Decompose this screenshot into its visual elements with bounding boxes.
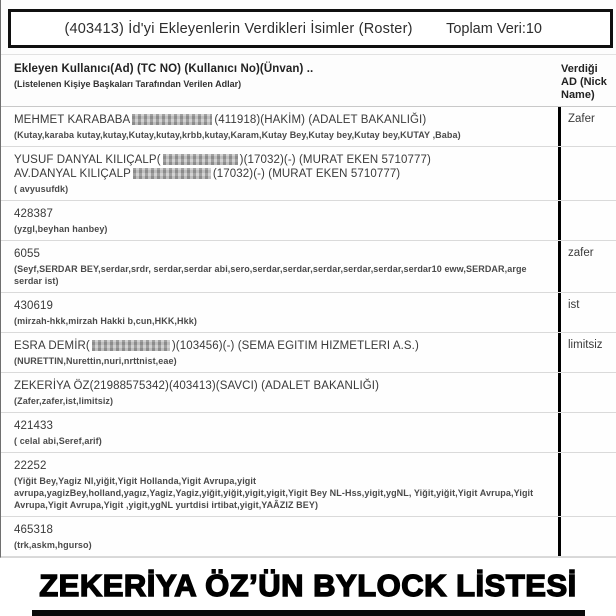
row-main-cell xyxy=(1,293,558,332)
row-text: (411918)(HAKİM) (ADALET BAKANLIĞI) xyxy=(214,114,427,126)
row-text: AV.DANYAL KILIÇALP xyxy=(14,168,131,180)
roster-title: (403413) İd'yi Ekleyenlerin Verdikleri İsimler (Roster) xyxy=(64,20,413,37)
row-nick-cell xyxy=(558,201,616,240)
redacted-text xyxy=(133,168,211,179)
redacted-text xyxy=(132,114,212,125)
table-row xyxy=(1,333,616,373)
spacer-nick-cell xyxy=(558,557,616,558)
row-main-line xyxy=(14,379,550,393)
row-nick-cell xyxy=(558,517,616,556)
row-aliases: ( avyusufdk) xyxy=(14,184,69,194)
footer-black-bar xyxy=(32,610,585,616)
row-aliases: (Zafer,zafer,ist,limitsiz) xyxy=(14,396,114,406)
row-nick-cell: limitsiz xyxy=(558,333,616,372)
row-nick-cell: Zafer xyxy=(558,107,616,146)
redacted-text xyxy=(163,154,238,165)
row-text: (17032)(-) (MURAT EKEN 5710777) xyxy=(212,168,401,180)
row-nick-cell xyxy=(558,147,616,200)
row-aliases: ( celal abi,Seref,arif) xyxy=(14,436,102,446)
row-text: )(103456)(-) (SEMA EGITIM HIZMETLERI A.S.) xyxy=(171,340,419,352)
column-header-main-subtitle: (Listelenen Kişiye Başkaları Tarafından Verilen Adlar) xyxy=(14,79,242,89)
row-main-cell xyxy=(1,333,558,372)
row-aliases: (Yiğit Bey,Yagiz Nl,yiğit,Yigit Hollanda,Yigit Avrupa,yigit avrupa,yagizBey,holland,yagız,Yagiz,Yagiz,yiğit,yiğit,yigit,yigit,Yigit Bey NL-Hss,yigit,ygNL, Yiğit,yiğit,Yigit Avrupa,Yigit Avrupa,Yigit Avrupa,Yigit ,yigit,ygNL yurtdisi irtibat,yigit,YAÂZIZ BEY) xyxy=(14,476,534,510)
row-main-line xyxy=(14,153,550,167)
table-row xyxy=(1,241,616,293)
row-text: 465318 xyxy=(14,524,53,536)
row-text: 22252 xyxy=(14,460,47,472)
row-nick-cell xyxy=(558,413,616,452)
row-main-cell xyxy=(1,201,558,240)
roster-header-box xyxy=(8,9,613,48)
image-footer xyxy=(0,567,616,616)
total-count-label: Toplam Veri:10 xyxy=(446,20,542,37)
row-main-line xyxy=(14,523,550,537)
row-nick-cell: zafer xyxy=(558,241,616,292)
row-aliases: (Seyf,SERDAR BEY,serdar,srdr, serdar,serdar abi,sero,serdar,serdar,serdar,serdar,serdar,serdar10 eww,SERDAR,arge serdar ist) xyxy=(14,264,527,286)
row-main-line xyxy=(14,419,550,433)
row-text: 421433 xyxy=(14,420,53,432)
column-header-nick: Verdiği AD (Nick Name) xyxy=(561,63,607,101)
row-aliases: (Kutay,karaba kutay,kutay,Kutay,kutay,krbb,kutay,Karam,Kutay Bey,Kutay bey,Kutay bey,KUTAY ,Baba) xyxy=(14,130,461,140)
row-text: 430619 xyxy=(14,300,53,312)
row-main-line xyxy=(14,207,550,221)
table-row xyxy=(1,413,616,453)
table-column-header xyxy=(1,54,616,107)
row-main-line xyxy=(14,339,550,353)
row-aliases: (yzgl,beyhan hanbey) xyxy=(14,224,108,234)
table-row xyxy=(1,107,616,147)
row-aliases: (NURETTIN,Nurettin,nuri,nrttnist,eae) xyxy=(14,356,177,366)
column-header-main-title: Ekleyen Kullanıcı(Ad) (TC NO) (Kullanıcı No)(Ünvan) .. xyxy=(14,63,314,75)
row-text: ESRA DEMİR( xyxy=(14,340,90,352)
row-text: MEHMET KARABABA xyxy=(14,114,131,126)
row-main-line xyxy=(14,113,550,127)
row-text: 6055 xyxy=(14,248,40,260)
row-main-cell xyxy=(1,413,558,452)
row-main-line xyxy=(14,247,550,261)
redacted-text xyxy=(92,340,170,351)
row-text: YUSUF DANYAL KILIÇALP( xyxy=(14,154,161,166)
row-main-cell xyxy=(1,147,558,200)
row-aliases: (mirzah-hkk,mirzah Hakki b,cun,HKK,Hkk) xyxy=(14,316,197,326)
footer-caption: ZEKERİYA ÖZ’ÜN BYLOCK LİSTESİ xyxy=(39,568,577,603)
row-nick-cell xyxy=(558,373,616,412)
table-row xyxy=(1,453,616,517)
row-main-cell xyxy=(1,517,558,556)
row-main-line xyxy=(14,459,550,473)
column-header-main xyxy=(1,55,555,106)
table-row xyxy=(1,147,616,201)
row-main-cell xyxy=(1,453,558,516)
row-main-line xyxy=(14,299,550,313)
row-text: 428387 xyxy=(14,208,53,220)
row-main-line xyxy=(14,167,550,181)
table-row xyxy=(1,517,616,557)
row-main-cell xyxy=(1,373,558,412)
row-text: )(17032)(-) (MURAT EKEN 5710777) xyxy=(239,154,431,166)
row-nick-cell xyxy=(558,453,616,516)
row-nick-cell: ist xyxy=(558,293,616,332)
row-main-cell xyxy=(1,107,558,146)
row-aliases: (trk,askm,hgurso) xyxy=(14,540,92,550)
table-body xyxy=(1,107,616,557)
table-row xyxy=(1,293,616,333)
table-bottom-spacer xyxy=(1,557,616,558)
row-text: ZEKERİYA ÖZ(21988575342)(403413)(SAVCI) (ADALET BAKANLIĞI) xyxy=(14,380,380,392)
table-row xyxy=(1,201,616,241)
table-row xyxy=(1,373,616,413)
row-main-cell xyxy=(1,241,558,292)
spacer-main-cell xyxy=(1,557,558,558)
